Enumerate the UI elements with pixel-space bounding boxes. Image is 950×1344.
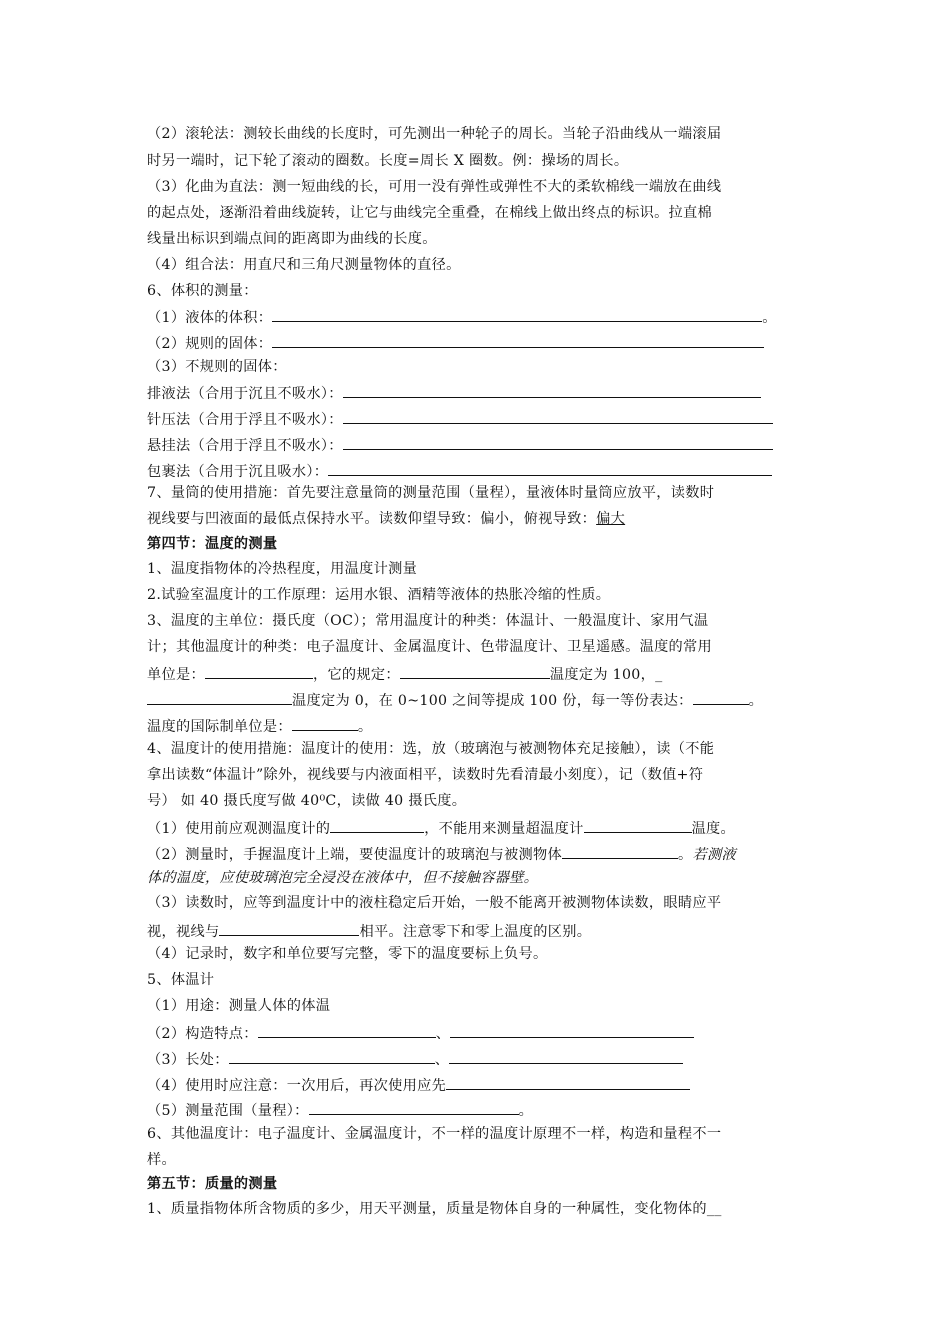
label: 单位是： — [147, 667, 205, 683]
label: ，它的规定： — [312, 667, 400, 683]
text-line: （1）用途：测量人体的体温 — [147, 998, 331, 1014]
fill-line — [147, 1023, 694, 1042]
answer-blank[interactable] — [343, 409, 773, 424]
answer-blank[interactable] — [219, 921, 359, 936]
text-line: 的起点处，逐渐沿着曲线旋转，让它与曲线完全重叠，在棉线上做出终点的标识。拉直棉 — [147, 205, 713, 221]
answer-blank[interactable] — [446, 1075, 690, 1090]
label: 、 — [435, 1026, 451, 1042]
label: 温度。 — [691, 821, 736, 837]
italic-note: 体的温度，应使玻璃泡完全浸没在液体中，但不接触容器壁。 — [147, 870, 539, 886]
fill-line — [147, 818, 735, 837]
label: 。 — [762, 310, 777, 326]
text-line: 2.试验室温度计的工作原理：运用水银、酒精等液体的热胀冷缩的性质。 — [147, 587, 611, 603]
answer-blank[interactable] — [272, 333, 764, 348]
label: 包裹法（合用于沉且吸水）： — [147, 464, 329, 480]
text-line: 7、量筒的使用措施：首先要注意量筒的测量范围（量程），量液体时量筒应放平，读数时 — [147, 485, 715, 501]
answer-blank[interactable] — [272, 307, 762, 322]
label: （5）测量范围（量程）： — [147, 1103, 309, 1119]
label: 排液法（合用于沉且不吸水）： — [147, 386, 343, 402]
text-line — [147, 511, 625, 527]
fill-line — [147, 844, 736, 863]
section-heading: 第五节：质量的测量 — [147, 1176, 278, 1192]
fill-line — [147, 690, 763, 709]
text: 视线要与凹液面的最低点保持水平。读数仰望导致：偏小，俯视导致： — [147, 511, 597, 527]
answer-blank[interactable] — [309, 1100, 519, 1115]
answer-blank[interactable] — [229, 1049, 435, 1064]
answer-blank[interactable] — [343, 383, 761, 398]
label: 。 — [357, 719, 373, 735]
fill-line — [147, 383, 761, 402]
answer-blank[interactable] — [450, 1023, 694, 1038]
answer-blank[interactable] — [693, 690, 749, 705]
label: （3）长处： — [147, 1052, 229, 1068]
label: （2）构造特点： — [147, 1026, 258, 1042]
label: （1）使用前应观测温度计的 — [147, 821, 331, 837]
section-heading: 第四节：温度的测量 — [147, 536, 278, 552]
label: 、 — [434, 1052, 450, 1068]
fill-line — [147, 921, 591, 940]
italic-note: 若测液 — [692, 847, 736, 863]
label: 。 — [518, 1103, 534, 1119]
underlined-answer: 偏大 — [596, 511, 626, 527]
fill-line — [147, 409, 773, 428]
fill-line — [147, 333, 764, 352]
label: （4）使用时应注意：一次用后，再次使用应先 — [147, 1078, 447, 1094]
answer-blank[interactable] — [328, 461, 772, 476]
label: 视，视线与 — [147, 924, 220, 940]
label: 针压法（合用于浮且不吸水）： — [147, 412, 343, 428]
fill-line — [147, 664, 663, 683]
answer-blank[interactable] — [330, 818, 424, 833]
label: （2）测量时，手握温度计上端，要使温度计的玻璃泡与被测物体 — [147, 847, 562, 863]
label: 温度定为 0，在 0~100 之间等提成 100 份，每一等份表达： — [292, 693, 693, 709]
fill-line — [147, 307, 777, 326]
text-line: 线量出标识到端点间的距离即为曲线的长度。 — [147, 231, 437, 247]
answer-blank[interactable] — [258, 1023, 436, 1038]
text-line: （3）读数时，应等到温度计中的液柱稳定后开始，一般不能离开被测物体读数，眼睛应平 — [147, 895, 722, 911]
text-line: （2）滚轮法：测较长曲线的长度时，可先测出一种轮子的周长。当轮子沿曲线从一端滚届 — [147, 126, 722, 142]
text-line: 6、其他温度计：电子温度计、金属温度计，不一样的温度计原理不一样，构造和量程不一 — [147, 1126, 722, 1142]
answer-blank[interactable] — [449, 1049, 683, 1064]
text-line: 号） 如 40 摄氏度写做 40⁰C，读做 40 摄氏度。 — [147, 793, 467, 809]
label: （1）液体的体积： — [147, 310, 273, 326]
text-line: （3）化曲为直法：测一短曲线的长，可用一没有弹性或弹性不大的柔软棉线一端放在曲线 — [147, 179, 722, 195]
answer-blank[interactable] — [147, 690, 292, 705]
label: 悬挂法（合用于浮且不吸水）： — [147, 438, 343, 454]
text-line: 1、温度指物体的冷热程度，用温度计测量 — [147, 561, 418, 577]
fill-line — [147, 716, 372, 735]
text-line: （3）不规则的固体： — [147, 359, 287, 375]
text-line: 3、温度的主单位：摄氏度（OC）；常用温度计的种类：体温计、一般温度计、家用气温 — [147, 613, 709, 629]
answer-blank[interactable] — [343, 435, 773, 450]
fill-line — [147, 1100, 533, 1119]
fill-line — [147, 1075, 690, 1094]
label: （2）规则的固体： — [147, 336, 273, 352]
answer-blank[interactable] — [400, 664, 550, 679]
text-line: 4、温度计的使用措施：温度计的使用：选，放（玻璃泡与被测物体充足接触），读（不能 — [147, 741, 715, 757]
text-line: 1、质量指物体所含物质的多少，用天平测量，质量是物体自身的一种属性，变化物体的__ — [147, 1201, 722, 1217]
label: 温度的国际制单位是： — [147, 719, 292, 735]
answer-blank[interactable] — [584, 818, 692, 833]
text-line: 时另一端时，记下轮了滚动的圈数。长度=周长 X 圈数。例：操场的周长。 — [147, 153, 629, 169]
text-line: （4）组合法：用直尺和三角尺测量物体的直径。 — [147, 257, 461, 273]
answer-blank[interactable] — [292, 716, 358, 731]
text-line: 样。 — [147, 1152, 176, 1168]
text-line: 拿出读数“体温计”除外，视线要与内液面相平，读数时先看清最小刻度），记（数值+符 — [147, 767, 704, 783]
text-line: （4）记录时，数字和单位要写完整，零下的温度要标上负号。 — [147, 946, 548, 962]
fill-line — [147, 435, 773, 454]
answer-blank[interactable] — [205, 664, 313, 679]
text-line: 6、体积的测量： — [147, 283, 258, 299]
text-line: 计；其他温度计的种类：电子温度计、金属温度计、色带温度计、卫星遥感。温度的常用 — [147, 639, 713, 655]
label: 。 — [748, 693, 764, 709]
label: 相平。注意零下和零上温度的区别。 — [359, 924, 592, 940]
fill-line — [147, 1049, 683, 1068]
label: ，不能用来测量超温度计 — [424, 821, 584, 837]
label: 温度定为 100，_ — [549, 667, 663, 683]
label: 。 — [677, 847, 693, 863]
text-line: 5、体温计 — [147, 972, 215, 988]
answer-blank[interactable] — [562, 844, 678, 859]
fill-line — [147, 461, 772, 480]
